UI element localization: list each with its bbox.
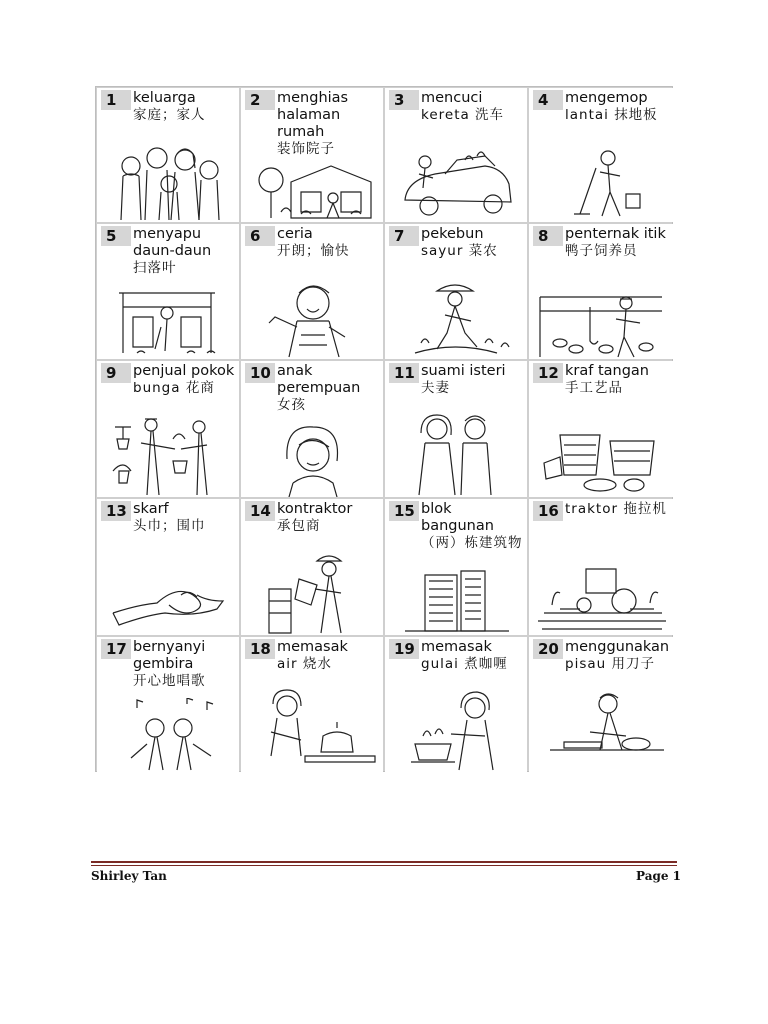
farmer-illustration (385, 277, 527, 359)
vocab-card-5 (97, 224, 239, 359)
card-words (133, 226, 237, 277)
vocab-card-19 (385, 637, 527, 772)
card-word-line: halaman (277, 107, 341, 123)
card-word-line: rumah (277, 124, 325, 140)
vocab-card-11 (385, 361, 527, 497)
card-number: 14 (245, 501, 275, 521)
card-word-line: gembira (133, 656, 194, 672)
vocabulary-grid (95, 86, 673, 772)
card-words (133, 90, 237, 124)
card-word-line: 开心地唱歌 (133, 673, 206, 689)
plant-seller-illustration (97, 409, 239, 497)
card-word-line: （两）栋建筑物 (421, 535, 523, 551)
card-words (421, 363, 525, 397)
contractor-illustration (241, 549, 383, 635)
card-number: 18 (245, 639, 275, 659)
vocab-card-15 (385, 499, 527, 635)
duck-farmer-illustration (529, 277, 673, 359)
family-illustration (97, 144, 239, 222)
card-word-line: 鸭子饲养员 (565, 243, 638, 259)
vocab-card-13 (97, 499, 239, 635)
card-word-line: sayur 菜农 (421, 243, 498, 259)
card-word-line: bangunan (421, 518, 494, 534)
card-word-line: 手工艺品 (565, 380, 623, 396)
cooking-curry-illustration (385, 686, 527, 772)
card-number: 13 (101, 501, 131, 521)
car-wash-illustration (385, 144, 527, 222)
vocab-card-3 (385, 88, 527, 222)
vocab-card-8 (529, 224, 673, 359)
buildings-illustration (385, 565, 527, 635)
card-words (421, 501, 525, 552)
card-word-line: lantai 抹地板 (565, 107, 658, 123)
vocab-card-1 (97, 88, 239, 222)
card-words (133, 501, 237, 535)
card-words (277, 501, 381, 535)
card-word-line: memasak (421, 639, 492, 655)
card-number: 20 (533, 639, 563, 659)
card-word-line: gulai 煮咖喱 (421, 656, 508, 672)
card-word-line: kraf tangan (565, 363, 649, 379)
card-number: 9 (101, 363, 131, 383)
card-word-line: mencuci (421, 90, 483, 106)
singing-children-illustration (97, 698, 239, 772)
vocab-card-20 (529, 637, 673, 772)
card-word-line: pekebun (421, 226, 484, 242)
card-word-line: air 烧水 (277, 656, 332, 672)
card-number: 10 (245, 363, 275, 383)
card-word-line: menggunakan (565, 639, 670, 655)
mopping-illustration (529, 144, 673, 222)
card-words (133, 639, 237, 690)
card-word-line: 家庭；家人 (133, 107, 206, 123)
card-word-line: menyapu (133, 226, 202, 242)
card-word-line: perempuan (277, 380, 361, 396)
vocab-card-17 (97, 637, 239, 772)
card-number: 8 (533, 226, 563, 246)
card-word-line: traktor 拖拉机 (565, 501, 667, 517)
card-words (277, 363, 381, 414)
card-words (421, 639, 525, 673)
vocab-card-7 (385, 224, 527, 359)
vocab-card-4 (529, 88, 673, 222)
card-words (565, 90, 671, 124)
card-word-line: 头巾；围巾 (133, 518, 206, 534)
vocab-card-10 (241, 361, 383, 497)
card-number: 3 (389, 90, 419, 110)
card-word-line: 扫落叶 (133, 260, 177, 276)
footer-author: Shirley Tan (91, 869, 167, 883)
card-number: 2 (245, 90, 275, 110)
card-word-line: 夫妻 (421, 380, 450, 396)
card-number: 19 (389, 639, 419, 659)
card-word-line: bernyanyi (133, 639, 206, 655)
boiling-water-illustration (241, 686, 383, 772)
card-word-line: daun-daun (133, 243, 212, 259)
card-number: 7 (389, 226, 419, 246)
sweeping-leaves-illustration (97, 287, 239, 359)
tractor-illustration (529, 549, 673, 635)
vocab-card-12 (529, 361, 673, 497)
card-number: 16 (533, 501, 563, 521)
vocab-card-18 (241, 637, 383, 772)
card-word-line: skarf (133, 501, 169, 517)
vocab-card-9 (97, 361, 239, 497)
card-words (277, 639, 381, 673)
card-words (565, 501, 671, 518)
card-word-line: 开朗；愉快 (277, 243, 350, 259)
card-word-line: anak (277, 363, 313, 379)
card-word-line: penternak itik (565, 226, 666, 242)
footer-page-number: Page 1 (636, 869, 682, 883)
scarf-illustration (97, 565, 239, 635)
card-number: 17 (101, 639, 131, 659)
card-words (565, 226, 671, 260)
card-words (133, 363, 237, 397)
card-word-line: menghias (277, 90, 349, 106)
footer-rule (91, 861, 677, 866)
card-word-line: blok (421, 501, 452, 517)
card-word-line: kereta 洗车 (421, 107, 505, 123)
card-words (565, 639, 671, 673)
vocab-card-16 (529, 499, 673, 635)
card-number: 6 (245, 226, 275, 246)
card-word-line: 承包商 (277, 518, 321, 534)
house-garden-illustration (241, 162, 383, 222)
husband-wife-illustration (385, 409, 527, 497)
card-word-line: penjual pokok (133, 363, 235, 379)
card-words (565, 363, 671, 397)
card-words (421, 90, 525, 124)
card-word-line: mengemop (565, 90, 648, 106)
card-words (277, 90, 381, 158)
vocab-card-14 (241, 499, 383, 635)
using-knife-illustration (529, 686, 673, 772)
card-number: 1 (101, 90, 131, 110)
card-number: 4 (533, 90, 563, 110)
card-words (277, 226, 381, 260)
card-word-line: pisau 用刀子 (565, 656, 655, 672)
card-number: 11 (389, 363, 419, 383)
card-number: 15 (389, 501, 419, 521)
girl-illustration (241, 421, 383, 497)
card-word-line: ceria (277, 226, 313, 242)
card-word-line: kontraktor (277, 501, 353, 517)
card-word-line: keluarga (133, 90, 196, 106)
card-word-line: bunga 花商 (133, 380, 215, 396)
card-number: 5 (101, 226, 131, 246)
vocab-card-6 (241, 224, 383, 359)
card-word-line: 女孩 (277, 397, 306, 413)
handicraft-illustration (529, 415, 673, 497)
vocab-card-2 (241, 88, 383, 222)
card-word-line: 装饰院子 (277, 141, 335, 157)
card-words (421, 226, 525, 260)
card-word-line: memasak (277, 639, 348, 655)
card-word-line: suami isteri (421, 363, 506, 379)
cheerful-boy-illustration (241, 277, 383, 359)
card-number: 12 (533, 363, 563, 383)
